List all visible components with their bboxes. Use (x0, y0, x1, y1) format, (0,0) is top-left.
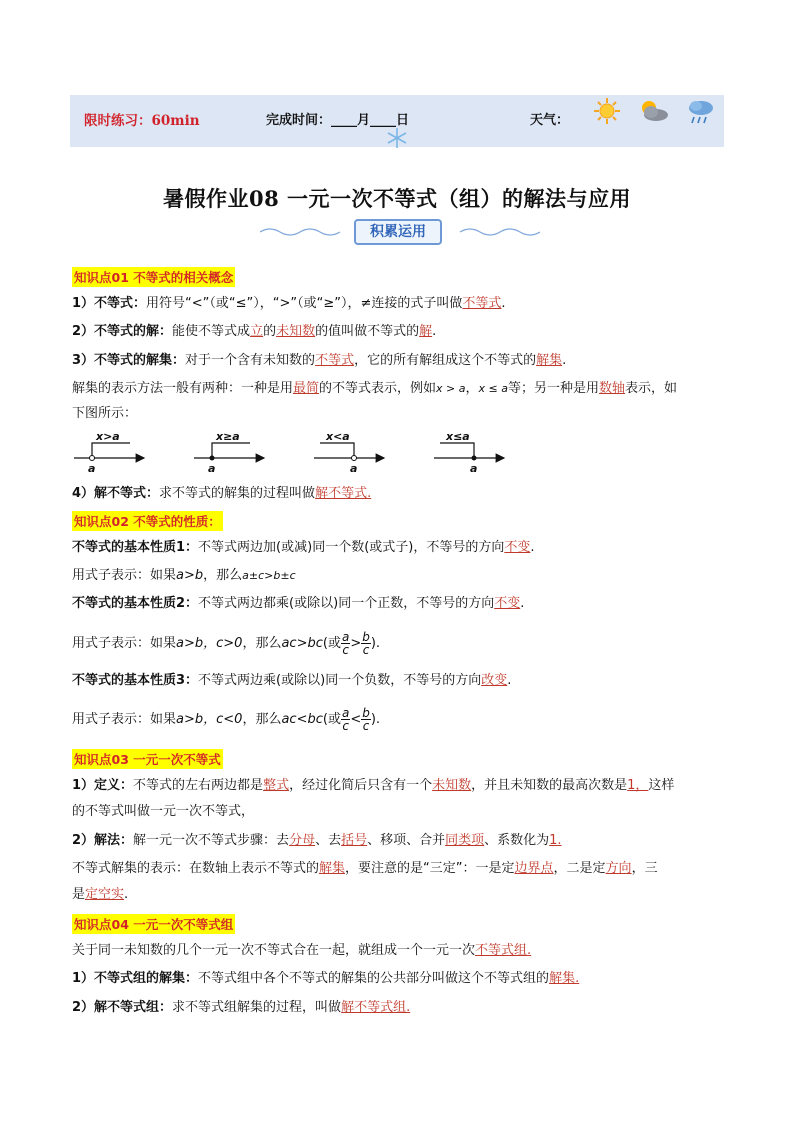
kp1-heading: 知识点01 不等式的相关概念 (72, 267, 235, 287)
kp1-line3: 3）不等式的解集：对于一个含有未知数的不等式，它的所有解组成这个不等式的解集. (72, 353, 567, 368)
kp3-line3: 2）解法：解一元一次不等式步骤：去分母、去括号、移项、合并同类项、系数化为1. (72, 833, 562, 848)
kp2-heading: 知识点02 不等式的性质： (72, 511, 223, 531)
numberline-1-point: a (88, 462, 96, 475)
kp4-line2: 1）不等式组的解集：不等式组中各个不等式的解集的公共部分叫做这个不等式组的解集. (72, 971, 580, 986)
time-limit: 限时练习：60min (84, 113, 200, 129)
kp4-heading: 知识点04 一元一次不等式组 (72, 914, 235, 934)
kp1-line4: 解集的表示方法一般有两种：一种是用最简的不等式表示，例如x > a，x ≤ a等；另一种是用数轴表示，如 (72, 381, 678, 396)
kp2-prop1: 不等式的基本性质1：不等式两边加(或减)同一个数(或式子)，不等号的方向不变. (72, 540, 535, 555)
kp2-prop2: 不等式的基本性质2：不等式两边都乘(或除以)同一个正数，不等号的方向不变. (72, 596, 525, 611)
kp4-line3: 2）解不等式组：求不等式组解集的过程，叫做解不等式组. (72, 1000, 411, 1015)
weather-label: 天气： (530, 113, 570, 128)
fraction-a-over-c: $\frac{a}{c}$ (341, 630, 350, 657)
kp3-line2: 的不等式叫做一元一次不等式， (72, 804, 255, 819)
kp2-prop3-expr: 用式子表示：如果a>b，c<0，那么ac<bc(或 $\frac{a}{c}$ < $\frac{b}{c}$ ). (72, 706, 381, 733)
sun-icon (592, 96, 622, 126)
kp2-prop3: 不等式的基本性质3：不等式两边乘(或除以)同一个负数，不等号的方向改变. (72, 673, 512, 688)
rain-cloud-icon (686, 98, 716, 126)
number-line-3 (314, 443, 384, 461)
kp2-prop2-expr: 用式子表示：如果a>b，c>0，那么ac>bc(或 $\frac{a}{c}$ > $\frac{b}{c}$ ). (72, 630, 381, 657)
kp1-line1: 1）不等式：用符号“<”（或“≤”），“>”（或“≥”），≠连接的式子叫做不等式. (72, 296, 506, 311)
snowflake-icon (385, 126, 409, 150)
numberline-1-label: x>a (96, 430, 120, 443)
page-title: 暑假作业08 一元一次不等式（组）的解法与应用 (162, 186, 632, 211)
partly-cloudy-icon (636, 98, 670, 124)
numberline-4-point: a (470, 462, 478, 475)
number-line-1 (74, 443, 144, 461)
completion-time: 完成时间：____月____日 (266, 113, 410, 128)
numberline-4-label: x≤a (446, 430, 470, 443)
numberline-2-label: x≥a (216, 430, 240, 443)
kp3-heading: 知识点03 一元一次不等式 (72, 749, 223, 769)
fraction-b-over-c: $\frac{b}{c}$ (362, 630, 370, 657)
numberline-2-point: a (208, 462, 216, 475)
fraction-a-over-c-2: $\frac{a}{c}$ (341, 706, 350, 733)
fraction-b-over-c-2: $\frac{b}{c}$ (362, 706, 370, 733)
kp3-line5: 是定空实. (72, 887, 129, 902)
section-badge: 积累运用 (354, 219, 442, 245)
kp1-line2: 2）不等式的解：能使不等式成立的未知数的值叫做不等式的解. (72, 324, 437, 339)
numberline-3-label: x<a (326, 430, 350, 443)
number-line-4 (434, 443, 504, 461)
number-line-2 (194, 443, 264, 461)
numberline-3-point: a (350, 462, 358, 475)
kp1-line5: 下图所示： (72, 406, 138, 421)
kp4-line1: 关于同一未知数的几个一元一次不等式合在一起，就组成一个一元一次不等式组. (72, 943, 532, 958)
number-lines (72, 430, 532, 475)
kp1-line6: 4）解不等式：求不等式的解集的过程叫做解不等式. (72, 486, 372, 501)
kp3-line1: 1）定义：不等式的左右两边都是整式，经过化简后只含有一个未知数，并且未知数的最高次数是1，这样 (72, 778, 675, 793)
kp3-line4: 不等式解集的表示：在数轴上表示不等式的解集，要注意的是“三定”：一是定边界点，二是定方向，三 (72, 861, 658, 876)
kp2-prop1-expr: 用式子表示：如果a>b，那么a±c>b±c (72, 568, 296, 583)
